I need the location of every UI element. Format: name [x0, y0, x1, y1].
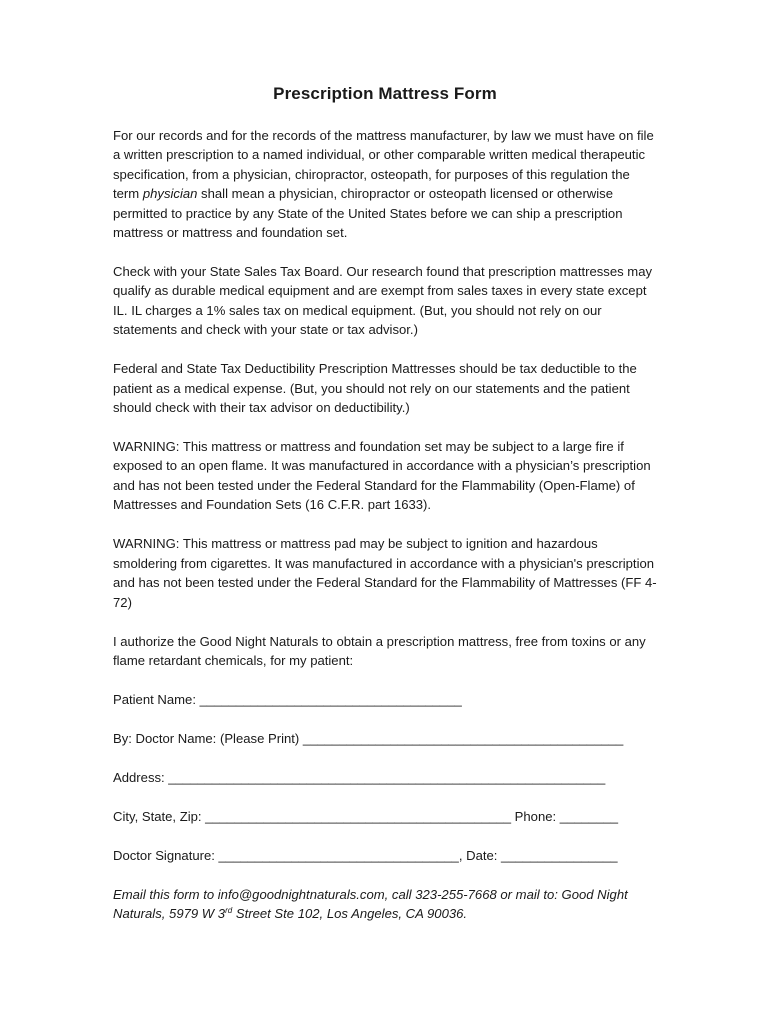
- intro-term: physician: [142, 186, 198, 202]
- authorization-paragraph: I authorize the Good Night Naturals to obtain a prescription mattress, free from toxins or any flame retardant chemicals, for my patient:: [113, 633, 646, 668]
- city-state-zip-phone-field[interactable]: City, State, Zip: __________________________________________ Phone: ________: [113, 808, 619, 824]
- footer-text-end: Street Ste 102, Los Angeles, CA 90036.: [232, 906, 468, 922]
- patient-name-field[interactable]: Patient Name: ____________________________________: [113, 691, 462, 707]
- sales-tax-paragraph: Check with your State Sales Tax Board. Our research found that prescription mattresses may qualify as durable medical equipment and are exempt from sales taxes in every state except IL. IL charges a 1% sales tax on medical equipment. (But, you should not rely on our statements and check with your state or tax advisor.): [113, 264, 653, 338]
- footer-ordinal: rd: [225, 906, 233, 916]
- doctor-signature-date-field[interactable]: Doctor Signature: _________________________________, Date: ________________: [113, 847, 618, 863]
- fire-warning-paragraph: WARNING: This mattress or mattress and foundation set may be subject to a large fire if exposed to an open flame. It was manufactured in accordance with a physician’s prescription and has not been tested under the Federal Standard for the Flammability (Open-Flame) of Mattresses and Foundation Sets (16 C.F.R. part 1633).: [113, 439, 651, 513]
- intro-text-end: shall mean a physician, chiropractor or osteopath licensed or otherwise permitted to practice by any State of the United States before we can ship a prescription mattress or mattress and foundation set.: [113, 186, 623, 241]
- contact-footer: [113, 885, 658, 924]
- doctor-name-field[interactable]: By: Doctor Name: (Please Print) ____________________________________________: [113, 730, 624, 746]
- smolder-warning-paragraph: WARNING: This mattress or mattress pad may be subject to ignition and hazardous smoldering from cigarettes. It was manufactured in accordance with a physician's prescription and has not been tested under the Federal Standard for the Flammability of Mattresses (FF 4-72): [113, 536, 657, 610]
- page-title: Prescription Mattress Form: [273, 84, 497, 103]
- address-field[interactable]: Address: ____________________________________________________________: [113, 769, 606, 785]
- footer-text-start: Email this form to info@goodnightnaturals.com, call 323-255-7668 or mail to: Good Night Naturals, 5979 W 3: [113, 886, 628, 922]
- form-body: [113, 126, 658, 924]
- intro-text-start: For our records and for the records of the mattress manufacturer, by law we must have on file a written prescription to a named individual, or other comparable written medical therapeutic specification, from a physician, chiropractor, osteopath, for purposes of this regulation the term: [113, 128, 654, 202]
- deductibility-paragraph: Federal and State Tax Deductibility Prescription Mattresses should be tax deductible to the patient as a medical expense. (But, you should not rely on our statements and the patient should check with their tax advisor on deductibility.): [113, 361, 637, 416]
- intro-paragraph: [113, 126, 658, 242]
